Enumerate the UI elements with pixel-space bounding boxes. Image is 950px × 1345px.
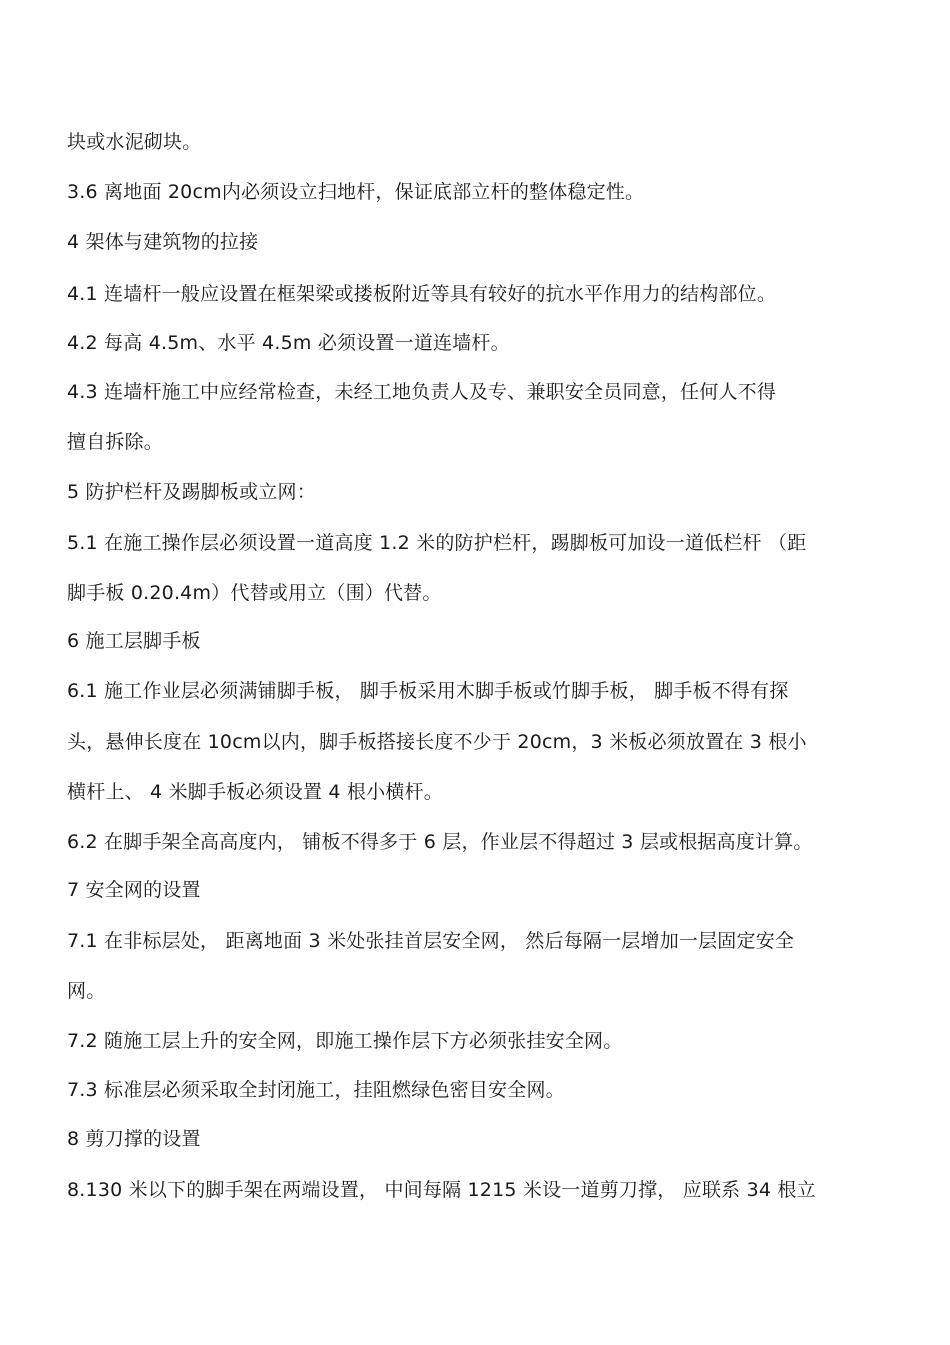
- text-line: 横杆上、 4 米脚手板必须设置 4 根小横杆。: [67, 781, 443, 803]
- section-heading: 7 安全网的设置: [67, 879, 201, 901]
- text-line: 6.2 在脚手架全高高度内， 铺板不得多于 6 层，作业层不得超过 3 层或根据高度计算。: [67, 831, 813, 853]
- text-line: 4.2 每高 4.5m、水平 4.5m 必须设置一道连墙杆。: [67, 332, 510, 354]
- text-line: 4.3 连墙杆施工中应经常检查，未经工地负责人及专、兼职安全员同意，任何人不得: [67, 381, 777, 403]
- text-line: 6.1 施工作业层必须满铺脚手板， 脚手板采用木脚手板或竹脚手板， 脚手板不得有探: [67, 680, 789, 702]
- section-heading: 6 施工层脚手板: [67, 630, 201, 652]
- text-line: 擅自拆除。: [67, 431, 164, 453]
- text-line: 7.2 随施工层上升的安全网，即施工操作层下方必须张挂安全网。: [67, 1030, 623, 1052]
- text-line: 7.3 标准层必须采取全封闭施工，挂阻燃绿色密目安全网。: [67, 1079, 565, 1101]
- section-heading: 4 架体与建筑物的拉接: [67, 231, 259, 253]
- text-line: 4.1 连墙杆一般应设置在框架梁或搂板附近等具有较好的抗水平作用力的结构部位。: [67, 283, 777, 305]
- text-line: 5.1 在施工操作层必须设置一道高度 1.2 米的防护栏杆，踢脚板可加设一道低栏杆 （距: [67, 532, 807, 554]
- section-heading: 5 防护栏杆及踢脚板或立网：: [67, 481, 316, 503]
- text-line: 块或水泥砌块。: [67, 131, 202, 153]
- text-line: 8.130 米以下的脚手架在两端设置， 中间每隔 1215 米设一道剪刀撑， 应联系 34 根立: [67, 1179, 816, 1201]
- section-heading: 8 剪刀撑的设置: [67, 1128, 201, 1150]
- text-line: 3.6 离地面 20cm内必须设立扫地杆，保证底部立杆的整体稳定性。: [67, 181, 645, 203]
- text-line: 7.1 在非标层处， 距离地面 3 米处张挂首层安全网， 然后每隔一层增加一层固定安全: [67, 930, 795, 952]
- text-line: 脚手板 0.20.4m）代替或用立（围）代替。: [67, 582, 442, 604]
- text-line: 头，悬伸长度在 10cm以内，脚手板搭接长度不少于 20cm，3 米板必须放置在 3 根小: [67, 731, 807, 753]
- text-line: 网。: [67, 980, 106, 1002]
